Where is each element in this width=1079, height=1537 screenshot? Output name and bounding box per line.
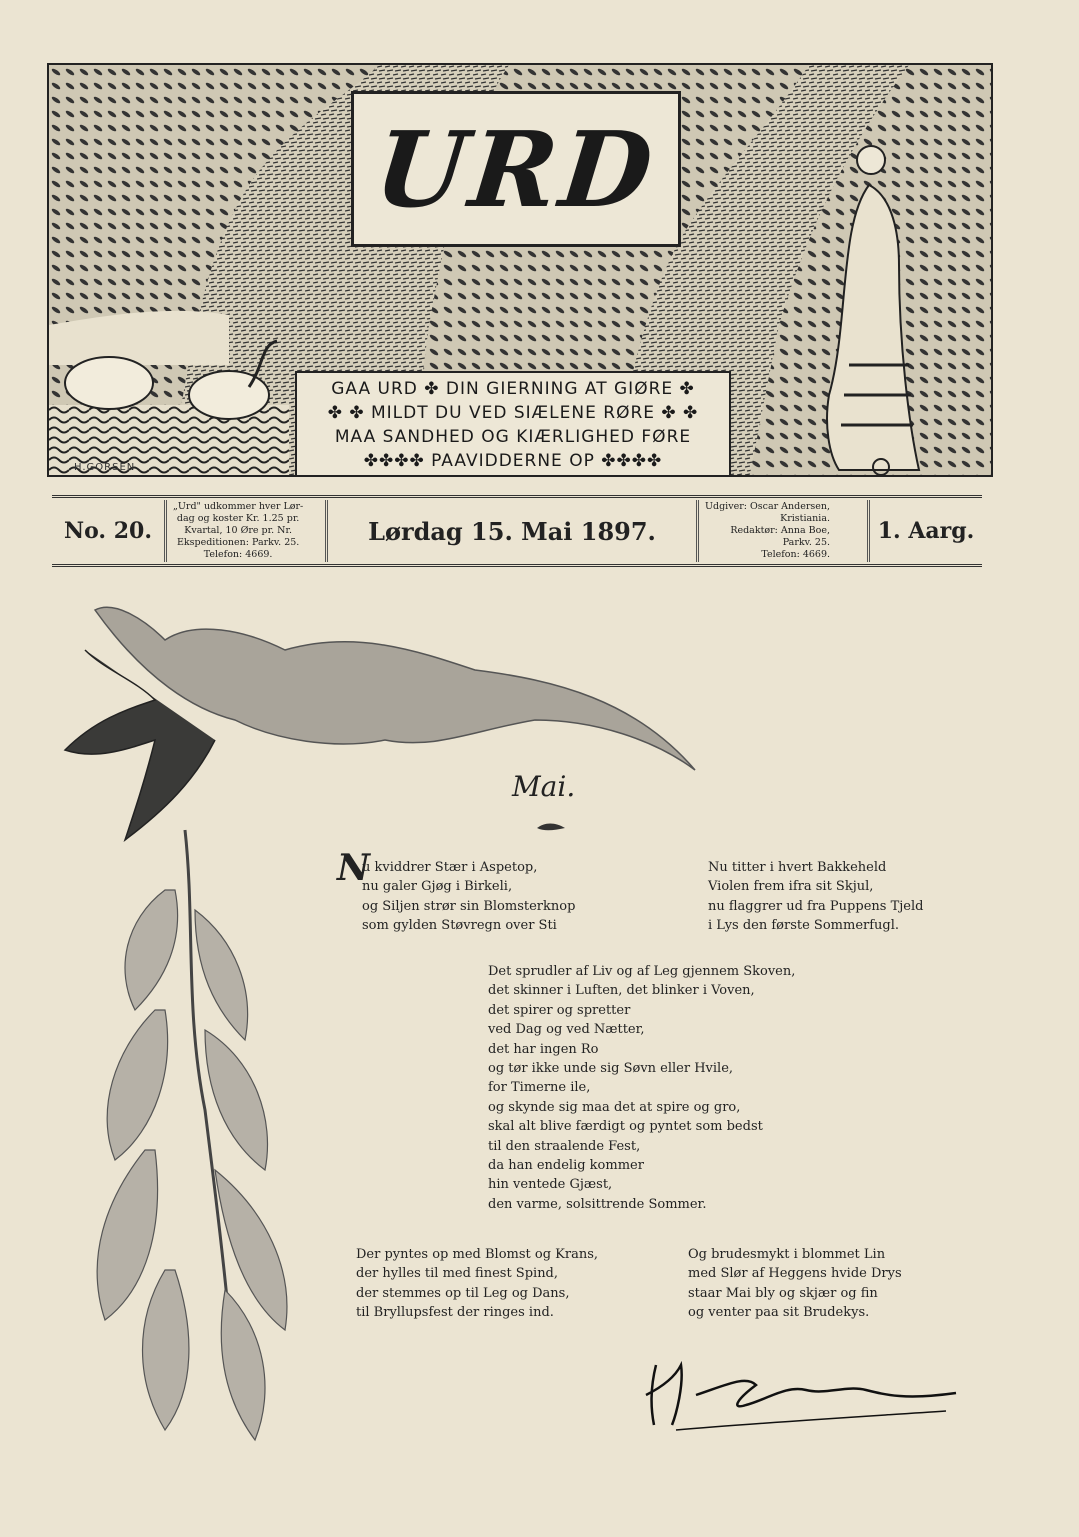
masthead-illustration <box>47 63 993 477</box>
publisher-line: Parkv. 25. <box>782 537 831 548</box>
poem-line: og Siljen strør sin Blomsterknop <box>362 898 576 914</box>
poem-line: den varme, solsittrende Sommer. <box>488 1196 707 1212</box>
artist-signature: H.GORSEN <box>74 462 136 473</box>
poem-line: og venter paa sit Brudekys. <box>688 1305 870 1321</box>
poem-line: for Timerne ile, <box>488 1080 591 1096</box>
publisher-line: Kristiania. <box>780 513 831 524</box>
author-signature <box>636 1345 966 1435</box>
subscription-line: Kvartal, 10 Øre pr. Nr. <box>184 525 293 536</box>
poem-line: Det sprudler af Liv og af Leg gjennem Skoven, <box>488 964 796 979</box>
poem-line: u kviddrer Stær i Aspetop, <box>362 860 538 875</box>
motto-line: MAA SANDHED OG KIÆRLIGHED FØRE <box>334 427 692 447</box>
poem-title: Mai. <box>512 770 576 803</box>
poem-line: det skinner i Luften, det blinker i Voven, <box>488 983 755 999</box>
poem-line: ved Dag og ved Nætter, <box>488 1022 645 1038</box>
poem-line: der stemmes op til Leg og Dans, <box>356 1285 570 1301</box>
publisher-info <box>699 498 867 564</box>
motto-line: ✤ ✤ MILDT DU VED SIÆLENE RØRE ✤ ✤ <box>327 403 699 423</box>
poem-line: hin ventede Gjæst, <box>488 1177 613 1193</box>
poem-line: nu galer Gjøg i Birkeli, <box>362 879 513 895</box>
poem-line: Nu titter i hvert Bakkeheld <box>708 860 887 875</box>
stanza-2 <box>708 858 923 936</box>
poem-line: staar Mai bly og skjær og fin <box>688 1285 878 1301</box>
volume-year: 1. Aarg. <box>877 518 975 544</box>
publisher-line: Telefon: 4669. <box>761 549 831 560</box>
poem-line: i Lys den første Sommerfugl. <box>708 918 900 934</box>
poem-line: og tør ikke unde sig Søvn eller Hvile, <box>488 1061 734 1077</box>
publisher-line: Udgiver: Oscar Andersen, <box>705 501 831 512</box>
issue-info-bar <box>52 495 982 567</box>
poem-line: det har ingen Ro <box>488 1041 599 1057</box>
drop-cap: N <box>337 847 370 889</box>
poem-line: til Bryllupsfest der ringes ind. <box>356 1305 554 1321</box>
poem-line: med Slør af Heggens hvide Drys <box>688 1266 902 1282</box>
poem-line: Violen frem ifra sit Skjul, <box>708 879 874 895</box>
stanza-4 <box>356 1245 598 1323</box>
publisher-line: Redaktør: Anna Boe, <box>730 525 831 536</box>
stanza-3 <box>488 962 795 1214</box>
subscription-line: Telefon: 4669. <box>203 549 273 560</box>
motto-line: GAA URD ✤ DIN GIERNING AT GIØRE ✤ <box>331 379 695 399</box>
subscription-line: dag og koster Kr. 1.25 pr. <box>176 513 300 524</box>
flourish-ornament <box>535 820 567 834</box>
poem-line: til den straalende Fest, <box>488 1138 641 1154</box>
poem-line: og skynde sig maa det at spire og gro, <box>488 1099 741 1115</box>
poem-line: der hylles til med finest Spind, <box>356 1266 559 1282</box>
issue-date: Lørdag 15. Mai 1897. <box>368 516 656 546</box>
subscription-line: Ekspeditionen: Parkv. 25. <box>176 537 300 548</box>
poem-line: som gylden Støvregn over Sti <box>362 918 557 934</box>
poem-line: skal alt blive færdigt og pyntet som bedst <box>488 1119 763 1135</box>
motto-line: ✤✤✤✤ PAAVIDDERNE OP ✤✤✤✤ <box>363 451 663 471</box>
issue-number: No. 20. <box>64 518 152 544</box>
stanza-5 <box>688 1245 902 1323</box>
poem-line: da han endelig kommer <box>488 1158 644 1174</box>
poem-line: nu flaggrer ud fra Puppens Tjeld <box>708 898 924 914</box>
poem-line: det spirer og spretter <box>488 1002 631 1018</box>
stanza-1 <box>362 858 575 936</box>
masthead-title-box <box>351 91 681 247</box>
poem-line: Der pyntes op med Blomst og Krans, <box>356 1247 599 1262</box>
motto-box <box>295 371 731 477</box>
subscription-info <box>167 498 325 564</box>
poem-line: Og brudesmykt i blommet Lin <box>688 1247 886 1262</box>
subscription-line: „Urd" udkommer hver Lør- <box>173 501 304 512</box>
masthead-title: URD <box>369 107 663 231</box>
